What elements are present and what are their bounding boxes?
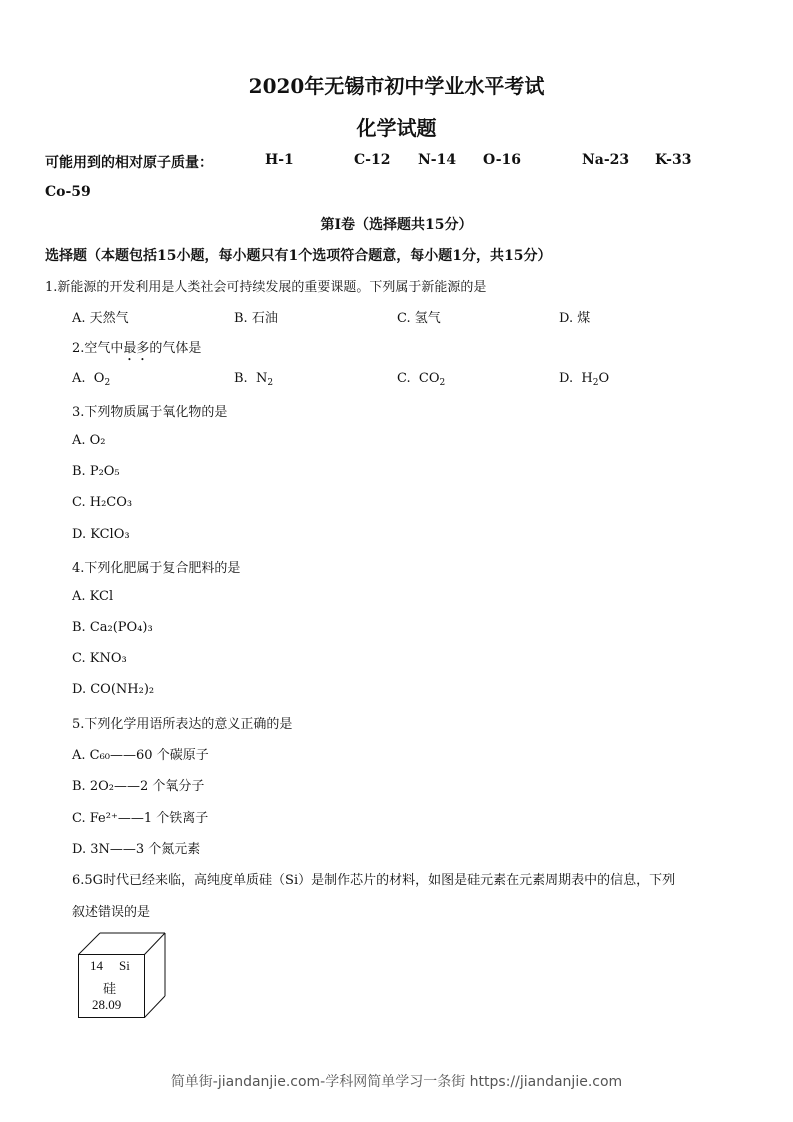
exam-subtitle: 化学试题 xyxy=(356,116,437,140)
question-2-option-c: C. $CO_2$ xyxy=(397,371,446,388)
question-1-option-b: B. 石油 xyxy=(234,311,278,326)
atomic-number: 14 xyxy=(90,958,103,973)
silicon-element-figure xyxy=(78,932,168,1024)
question-4-option-b: B. Ca₂(PO₄)₃ xyxy=(72,620,153,635)
question-2-stem-emphasis: 最多 xyxy=(123,341,150,356)
question-3-option-c: C. H₂CO₃ xyxy=(72,495,133,510)
footer-watermark: 简单街-jiandanjie.com-学科网简单学习一条街 https://jiandanjie.com xyxy=(170,1074,623,1090)
atomic-mass-o: O-16 xyxy=(483,152,522,168)
question-2-option-d: D. $H_2O$ xyxy=(559,371,610,388)
question-3-option-b: B. P₂O₅ xyxy=(72,464,120,479)
question-5-option-a: A. C₆₀——60 个碳原子 xyxy=(72,748,209,763)
atomic-mass-k: K-33 xyxy=(655,152,692,168)
question-3-option-a: A. O₂ xyxy=(72,433,106,448)
atomic-mass-na: Na-23 xyxy=(582,152,630,168)
question-5-option-d: D. 3N——3 个氮元素 xyxy=(72,842,201,857)
question-2-stem xyxy=(72,337,201,364)
question-1-option-a: A. 天然气 xyxy=(72,311,129,326)
atomic-mass: 28.09 xyxy=(92,997,122,1012)
exam-title: 2020年无锡市初中学业水平考试 xyxy=(248,74,545,98)
question-4-option-c: C. KNO₃ xyxy=(72,651,127,666)
atomic-mass-co: Co-59 xyxy=(45,184,91,200)
section-title: 第I卷（选择题共15分） xyxy=(320,217,473,233)
question-3-option-d: D. KClO₃ xyxy=(72,527,130,542)
question-2-stem-post: 的气体是 xyxy=(149,341,202,356)
question-2-option-a: A. $O_2$ xyxy=(72,371,111,388)
atomic-mass-label: 可能用到的相对原子质量： xyxy=(45,155,213,171)
question-3-stem: 3.下列物质属于氧化物的是 xyxy=(72,405,228,420)
question-2-stem-pre: 2.空气中 xyxy=(72,341,124,356)
question-5-option-c: C. Fe²⁺——1 个铁离子 xyxy=(72,811,209,826)
section-instructions: 选择题（本题包括15小题，每小题只有1个选项符合题意，每小题1分，共15分） xyxy=(45,248,552,264)
question-6-stem-line1: 6.5G时代已经来临，高纯度单质硅（Si）是制作芯片的材料，如图是硅元素在元素周期表中的信息，下列 xyxy=(72,873,676,888)
question-6-stem-line2: 叙述错误的是 xyxy=(72,905,151,920)
question-1-option-c: C. 氢气 xyxy=(397,311,441,326)
question-1-option-d: D. 煤 xyxy=(559,311,591,326)
question-4-option-d: D. CO(NH₂)₂ xyxy=(72,682,155,697)
question-4-stem: 4.下列化肥属于复合肥料的是 xyxy=(72,561,241,576)
question-4-option-a: A. KCl xyxy=(72,589,114,604)
question-1-stem: 1.新能源的开发利用是人类社会可持续发展的重要课题。下列属于新能源的是 xyxy=(45,280,487,295)
element-symbol: Si xyxy=(119,958,130,973)
atomic-mass-c: C-12 xyxy=(354,152,391,168)
element-name: 硅 xyxy=(103,981,117,996)
question-5-option-b: B. 2O₂——2 个氧分子 xyxy=(72,779,205,794)
question-2-option-b: B. $N_2$ xyxy=(234,371,274,388)
atomic-mass-n: N-14 xyxy=(418,152,457,168)
atomic-mass-h: H-1 xyxy=(265,152,294,168)
question-5-stem: 5.下列化学用语所表达的意义正确的是 xyxy=(72,717,293,732)
